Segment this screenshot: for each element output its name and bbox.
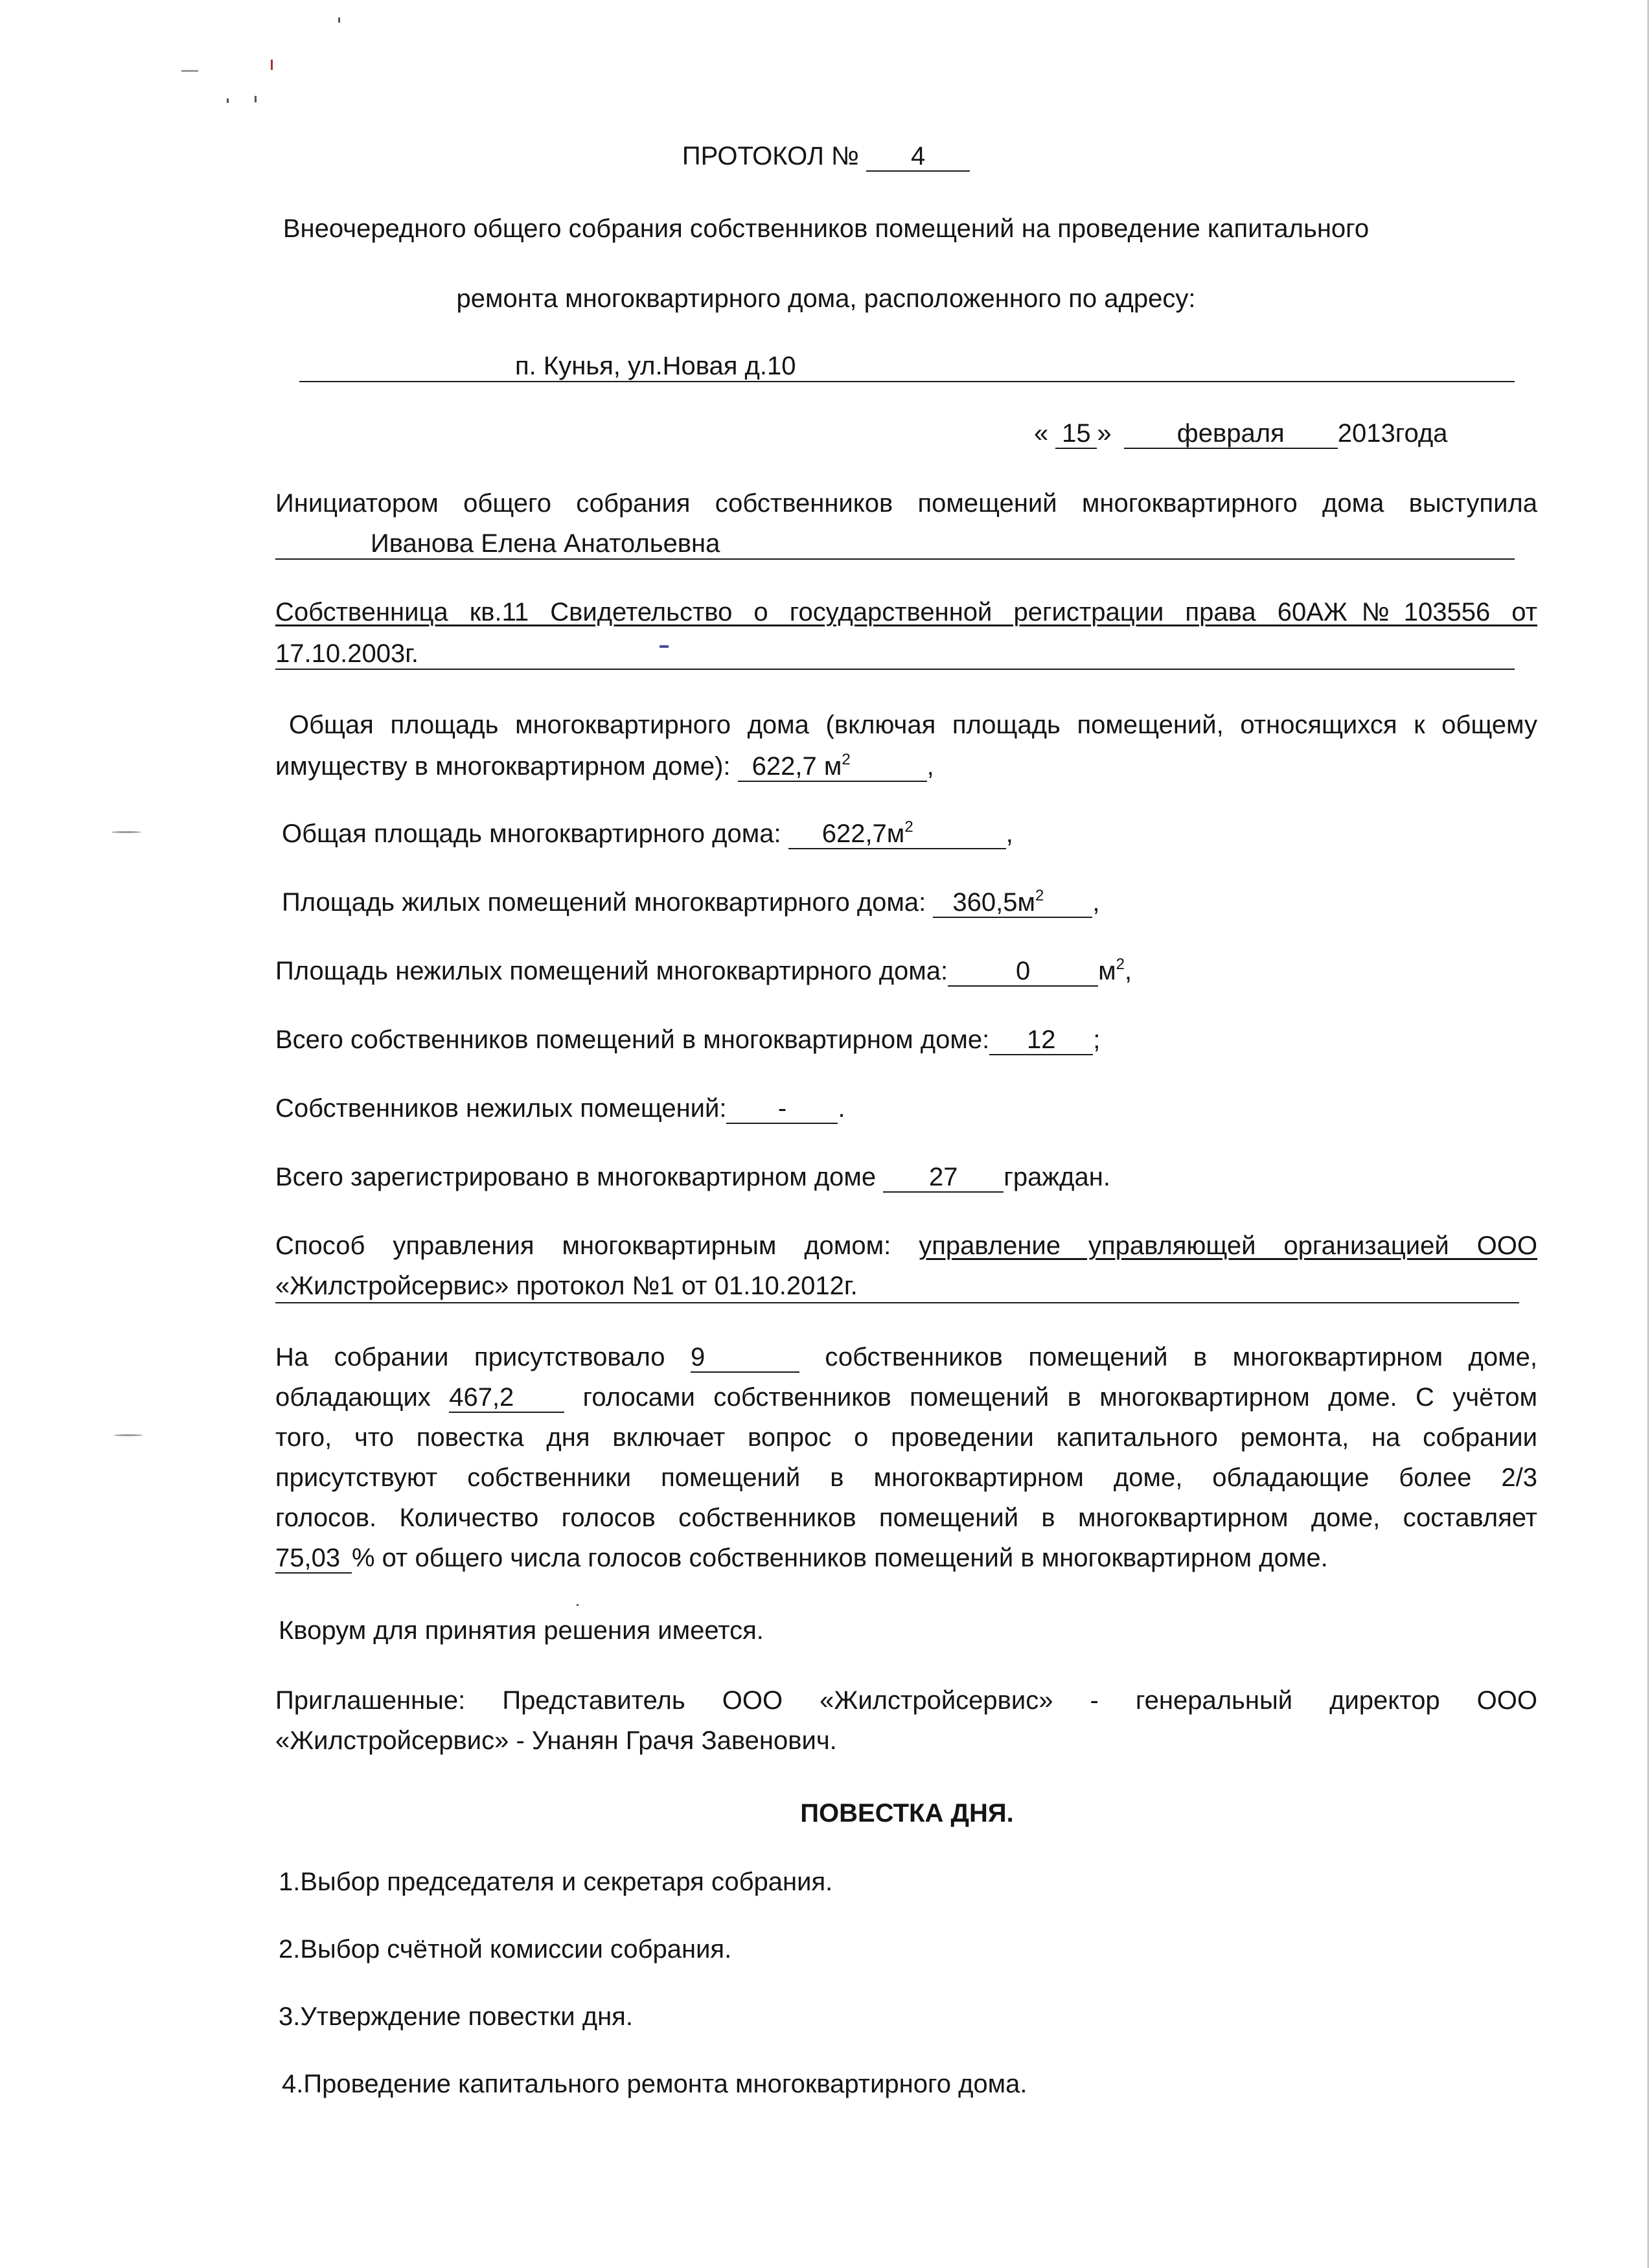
management-label: Способ управления многоквартирным домом: — [275, 1231, 891, 1260]
date-day: 15 — [1055, 419, 1097, 449]
comma: , — [926, 752, 934, 781]
attendance-line-5: голосов. Количество голосов собственников помещений в многоквартирном доме, составляет — [275, 1504, 1537, 1532]
attendance-line-4: присутствуют собственники помещений в многоквартирном доме, обладающие более 2/3 — [275, 1463, 1537, 1492]
ownership-underline — [275, 669, 1515, 670]
comma: , — [1005, 819, 1013, 848]
date-year: 2013года — [1337, 419, 1448, 448]
scan-speck — [338, 17, 340, 23]
attendance-line-3: того, что повестка дня включает вопрос о проведении капитального ремонта, на собрании — [275, 1423, 1537, 1452]
attendance-percent: 75,03 — [275, 1544, 352, 1574]
date-month: февраля — [1124, 419, 1338, 449]
nonres-owners-row — [275, 1090, 845, 1127]
scan-speck — [660, 645, 669, 648]
total-area-incl-line-1: Общая площадь многоквартирного дома (включая площадь помещений, относящихся к общему — [289, 711, 1537, 739]
residential-area-row — [282, 884, 1100, 921]
ownership-line-2: 17.10.2003г. — [275, 639, 419, 668]
attendance-post-1: собственников помещений в многоквартирном доме, — [825, 1343, 1537, 1371]
attendance-votes: 467,2 — [449, 1383, 564, 1413]
period: . — [838, 1094, 845, 1123]
attendance-line-6-rest: % от общего числа голосов собственников помещений в многоквартирном доме. — [352, 1544, 1328, 1572]
subtitle-line-2: ремонта многоквартирного дома, расположенного по адресу: — [456, 284, 1196, 313]
invited-line-2: «Жилстройсервис» - Унанян Грачя Завенович. — [275, 1726, 837, 1755]
agenda-heading: ПОВЕСТКА ДНЯ. — [800, 1799, 1014, 1827]
scan-speck — [255, 96, 257, 102]
attendance-line-1 — [275, 1338, 1537, 1376]
registered-label: Всего зарегистрировано в многоквартирном доме — [275, 1163, 877, 1191]
initiator-line: Инициатором общего собрания собственников помещений многоквартирного дома выступила — [275, 489, 1537, 518]
agenda-item-2: 2.Выбор счётной комиссии собрания. — [279, 1935, 732, 1964]
comma: , — [1092, 888, 1100, 917]
total-area-label: Общая площадь многоквартирного дома: — [282, 819, 781, 848]
attendance-line-6 — [275, 1539, 1328, 1577]
scan-speck — [181, 70, 198, 72]
residential-area-value: $360,5м^2$ — [933, 888, 1092, 918]
attendance-line-2 — [275, 1379, 1537, 1416]
ownership-line-1: Собственница кв.11 Свидетельство о государственной регистрации права 60АЖ№103556 от — [275, 598, 1537, 626]
attendance-pre-2: обладающих — [275, 1383, 431, 1412]
scan-speck — [227, 98, 229, 103]
invited-line-1: Приглашенные: Представитель ООО «Жилстройсервис» - генеральный директор ООО — [275, 1686, 1537, 1715]
total-area-incl-label: имуществу в многоквартирном доме): — [275, 752, 731, 781]
owners-count-value: 12 — [989, 1025, 1093, 1055]
agenda-item-1: 1.Выбор председателя и секретаря собрания. — [279, 1868, 833, 1896]
subtitle-line-1: Внеочередного общего собрания собственников помещений на проведение капитального — [282, 214, 1370, 243]
registered-value: 27 — [883, 1163, 1004, 1193]
management-line-1 — [275, 1227, 1537, 1265]
owners-count-label: Всего собственников помещений в многоквартирном доме: — [275, 1025, 990, 1054]
scan-speck — [271, 60, 273, 70]
nonres-owners-label: Собственников нежилых помещений: — [275, 1094, 727, 1123]
initiator-name: Иванова Елена Анатольевна — [371, 529, 720, 558]
attendance-post-2: голосами собственников помещений в многоквартирном доме. С учётом — [582, 1383, 1537, 1412]
protocol-number: 4 — [866, 142, 970, 172]
meeting-date — [1034, 415, 1447, 452]
semicolon: ; — [1093, 1025, 1101, 1054]
nonresidential-area-label: Площадь нежилых помещений многоквартирного дома: — [275, 957, 948, 985]
nonresidential-area-value: 0 — [948, 957, 1098, 987]
protocol-title — [0, 137, 1652, 175]
nonres-owners-value: - — [726, 1094, 838, 1124]
agenda-item-4: 4.Проведение капитального ремонта многоквартирного дома. — [282, 2070, 1027, 2098]
total-area-value: $622,7м^2$ — [788, 819, 1006, 849]
address: п. Кунья, ул.Новая д.10 — [515, 352, 796, 380]
total-area-incl-line-2 — [275, 748, 934, 785]
scan-speck — [114, 1434, 143, 1436]
nonresidential-area-row — [275, 952, 1132, 990]
registered-end: граждан. — [1004, 1163, 1110, 1191]
date-quote-close: » — [1097, 419, 1112, 448]
scan-speck — [577, 1604, 579, 1606]
agenda-item-3: 3.Утверждение повестки дня. — [279, 2002, 633, 2031]
management-value-2: «Жилстройсервис» протокол №1 от 01.10.2012г. — [275, 1272, 858, 1300]
total-area-row — [282, 815, 1013, 853]
scan-edge — [1647, 0, 1649, 2268]
address-underline — [299, 381, 1515, 382]
management-value-1: управление управляющей организацией ООО — [919, 1231, 1538, 1260]
quorum-statement: Кворум для принятия решения имеется. — [279, 1616, 764, 1645]
scan-speck — [111, 831, 141, 833]
residential-area-label: Площадь жилых помещений многоквартирного дома: — [282, 888, 926, 917]
date-quote-open: « — [1034, 419, 1049, 448]
registered-row — [275, 1158, 1110, 1196]
attendance-present: 9 — [691, 1343, 799, 1373]
owners-count-row — [275, 1021, 1100, 1059]
nonresidential-area-unit: $м^2$, — [1098, 956, 1132, 985]
total-area-incl-value: 622,7 $м^2$ — [738, 752, 927, 782]
attendance-pre-1: На собрании присутствовало — [275, 1343, 665, 1371]
protocol-title-prefix: ПРОТОКОЛ № — [682, 142, 860, 170]
